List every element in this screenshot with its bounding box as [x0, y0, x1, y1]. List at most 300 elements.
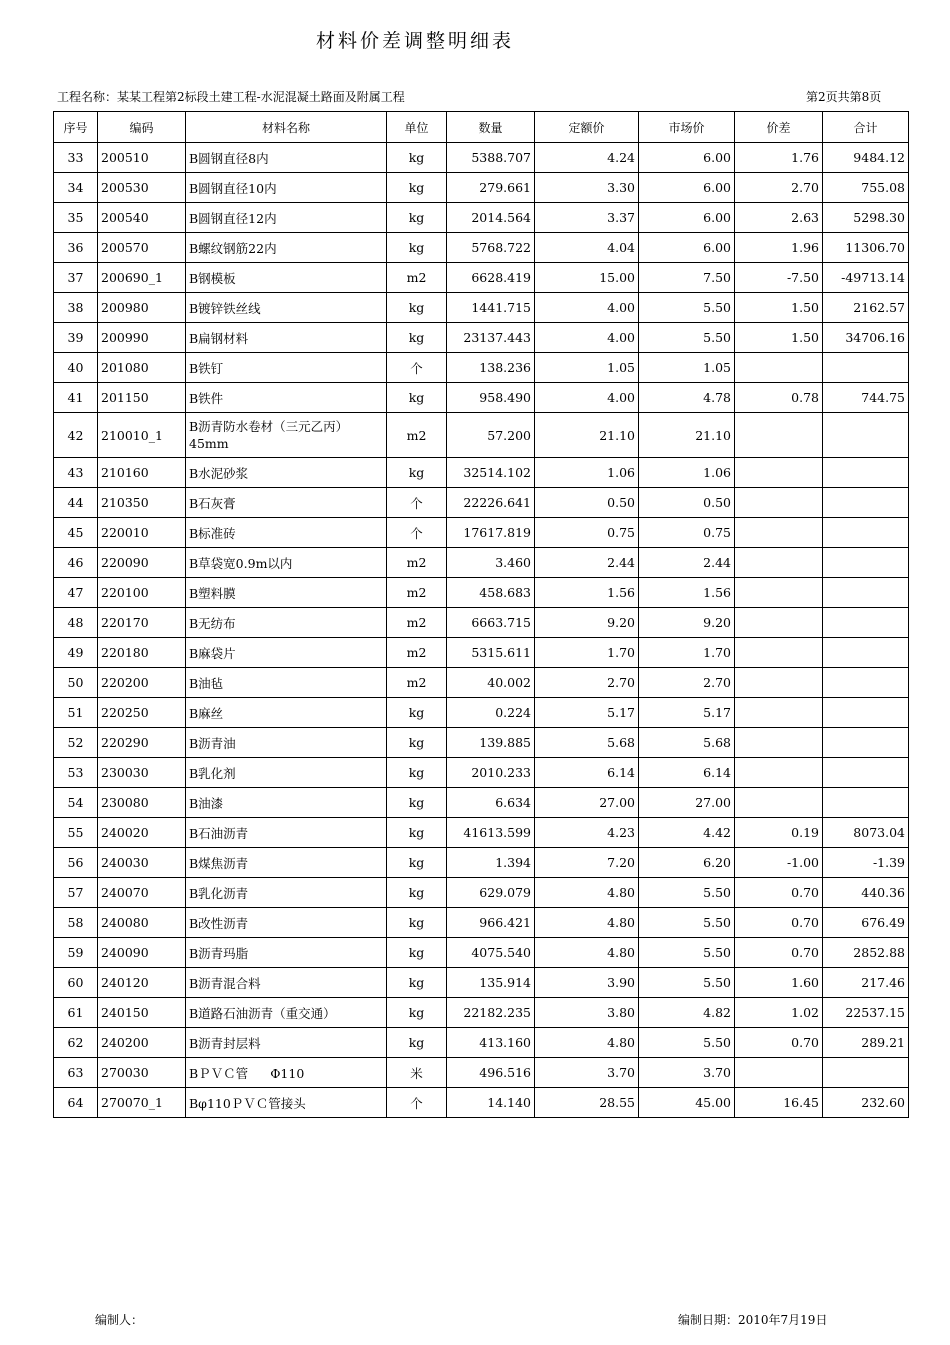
cell-unit: kg [387, 1028, 447, 1058]
cell-qty: 6.634 [447, 788, 535, 818]
cell-market-price: 4.82 [639, 998, 735, 1028]
cell-no: 48 [54, 608, 98, 638]
cell-qty: 14.140 [447, 1088, 535, 1118]
cell-total [823, 758, 909, 788]
cell-difference: 0.19 [735, 818, 823, 848]
cell-total [823, 1058, 909, 1088]
cell-total [823, 788, 909, 818]
cell-no: 35 [54, 203, 98, 233]
cell-qty: 32514.102 [447, 458, 535, 488]
cell-base-price: 4.23 [535, 818, 639, 848]
cell-qty: 6628.419 [447, 263, 535, 293]
cell-total [823, 458, 909, 488]
cell-qty: 966.421 [447, 908, 535, 938]
cell-code: 220250 [98, 698, 186, 728]
cell-total: -1.39 [823, 848, 909, 878]
cell-total [823, 728, 909, 758]
cell-unit: kg [387, 323, 447, 353]
cell-unit: kg [387, 173, 447, 203]
cell-code: 210160 [98, 458, 186, 488]
cell-code: 200570 [98, 233, 186, 263]
cell-name: B沥青混合料 [186, 968, 387, 998]
cell-difference: 2.70 [735, 173, 823, 203]
cell-market-price: 5.50 [639, 968, 735, 998]
cell-total [823, 608, 909, 638]
cell-total [823, 413, 909, 458]
cell-market-price: 6.14 [639, 758, 735, 788]
cell-unit: m2 [387, 578, 447, 608]
cell-code: 240020 [98, 818, 186, 848]
cell-no: 51 [54, 698, 98, 728]
cell-difference [735, 638, 823, 668]
cell-code: 240070 [98, 878, 186, 908]
header-unit: 单位 [387, 112, 447, 143]
cell-no: 55 [54, 818, 98, 848]
cell-code: 210350 [98, 488, 186, 518]
cell-name: B塑料膜 [186, 578, 387, 608]
table-row [54, 203, 909, 233]
cell-market-price: 5.50 [639, 878, 735, 908]
cell-difference: 1.02 [735, 998, 823, 1028]
cell-difference [735, 518, 823, 548]
cell-base-price: 4.80 [535, 908, 639, 938]
cell-difference [735, 488, 823, 518]
cell-base-price: 0.75 [535, 518, 639, 548]
cell-qty: 279.661 [447, 173, 535, 203]
cell-total [823, 548, 909, 578]
cell-name: B圆钢直径8内 [186, 143, 387, 173]
cell-unit: kg [387, 143, 447, 173]
cell-code: 240080 [98, 908, 186, 938]
cell-difference: 1.50 [735, 323, 823, 353]
table-row [54, 968, 909, 998]
cell-difference [735, 608, 823, 638]
cell-qty: 3.460 [447, 548, 535, 578]
header-code: 编码 [98, 112, 186, 143]
cell-difference: 1.60 [735, 968, 823, 998]
cell-qty: 1441.715 [447, 293, 535, 323]
cell-base-price: 21.10 [535, 413, 639, 458]
cell-base-price: 5.17 [535, 698, 639, 728]
cell-unit: kg [387, 698, 447, 728]
cell-qty: 458.683 [447, 578, 535, 608]
cell-code: 220180 [98, 638, 186, 668]
cell-code: 200690_1 [98, 263, 186, 293]
cell-name: B螺纹钢筋22内 [186, 233, 387, 263]
cell-no: 37 [54, 263, 98, 293]
cell-code: 240090 [98, 938, 186, 968]
cell-total: 440.36 [823, 878, 909, 908]
cell-base-price: 1.56 [535, 578, 639, 608]
cell-code: 220100 [98, 578, 186, 608]
cell-unit: 米 [387, 1058, 447, 1088]
cell-market-price: 5.50 [639, 1028, 735, 1058]
cell-base-price: 6.14 [535, 758, 639, 788]
cell-difference [735, 758, 823, 788]
cell-no: 42 [54, 413, 98, 458]
cell-name: B铁钉 [186, 353, 387, 383]
cell-code: 230030 [98, 758, 186, 788]
cell-market-price: 5.50 [639, 323, 735, 353]
table-header-row [54, 112, 909, 143]
cell-difference: -1.00 [735, 848, 823, 878]
cell-difference: 0.70 [735, 938, 823, 968]
cell-base-price: 9.20 [535, 608, 639, 638]
cell-unit: kg [387, 203, 447, 233]
header-qty: 数量 [447, 112, 535, 143]
cell-base-price: 4.80 [535, 878, 639, 908]
cell-name: Bφ110ＰＶＣ管接头 [186, 1088, 387, 1118]
cell-name: B改性沥青 [186, 908, 387, 938]
cell-total: 755.08 [823, 173, 909, 203]
cell-code: 240120 [98, 968, 186, 998]
cell-base-price: 4.04 [535, 233, 639, 263]
cell-code: 240030 [98, 848, 186, 878]
table-row [54, 488, 909, 518]
cell-unit: kg [387, 938, 447, 968]
cell-market-price: 3.70 [639, 1058, 735, 1088]
cell-unit: m2 [387, 608, 447, 638]
cell-market-price: 6.00 [639, 173, 735, 203]
cell-market-price: 5.68 [639, 728, 735, 758]
cell-qty: 2010.233 [447, 758, 535, 788]
cell-difference: 1.96 [735, 233, 823, 263]
prepared-date: 编制日期：2010年7月19日 [678, 1313, 828, 1327]
cell-qty: 22226.641 [447, 488, 535, 518]
cell-code: 220290 [98, 728, 186, 758]
cell-no: 61 [54, 998, 98, 1028]
table-row [54, 458, 909, 488]
cell-market-price: 2.44 [639, 548, 735, 578]
table-row [54, 1088, 909, 1118]
cell-qty: 496.516 [447, 1058, 535, 1088]
cell-no: 34 [54, 173, 98, 203]
cell-base-price: 3.90 [535, 968, 639, 998]
page-number: 第2页共第8页 [806, 90, 882, 104]
cell-qty: 413.160 [447, 1028, 535, 1058]
cell-base-price: 3.80 [535, 998, 639, 1028]
header-difference: 价差 [735, 112, 823, 143]
cell-base-price: 4.00 [535, 293, 639, 323]
cell-base-price: 3.70 [535, 1058, 639, 1088]
header-base-price: 定额价 [535, 112, 639, 143]
table-row [54, 233, 909, 263]
cell-difference [735, 353, 823, 383]
cell-qty: 6663.715 [447, 608, 535, 638]
cell-market-price: 6.00 [639, 143, 735, 173]
cell-total: 5298.30 [823, 203, 909, 233]
cell-name: B镀锌铁丝线 [186, 293, 387, 323]
cell-code: 240200 [98, 1028, 186, 1058]
cell-total [823, 518, 909, 548]
cell-qty: 138.236 [447, 353, 535, 383]
cell-no: 33 [54, 143, 98, 173]
cell-base-price: 3.37 [535, 203, 639, 233]
cell-unit: m2 [387, 548, 447, 578]
table-row [54, 878, 909, 908]
cell-unit: kg [387, 383, 447, 413]
cell-code: 200540 [98, 203, 186, 233]
cell-difference: 0.70 [735, 878, 823, 908]
cell-unit: 个 [387, 353, 447, 383]
cell-difference: 2.63 [735, 203, 823, 233]
cell-name: B圆钢直径10内 [186, 173, 387, 203]
cell-market-price: 0.50 [639, 488, 735, 518]
cell-unit: kg [387, 818, 447, 848]
cell-unit: kg [387, 458, 447, 488]
cell-no: 46 [54, 548, 98, 578]
cell-market-price: 1.05 [639, 353, 735, 383]
cell-unit: m2 [387, 413, 447, 458]
cell-qty: 1.394 [447, 848, 535, 878]
cell-unit: m2 [387, 668, 447, 698]
cell-base-price: 4.00 [535, 383, 639, 413]
cell-market-price: 0.75 [639, 518, 735, 548]
cell-difference [735, 668, 823, 698]
cell-market-price: 4.42 [639, 818, 735, 848]
cell-difference [735, 728, 823, 758]
cell-qty: 41613.599 [447, 818, 535, 848]
table-row [54, 263, 909, 293]
cell-no: 60 [54, 968, 98, 998]
cell-code: 200980 [98, 293, 186, 323]
material-spec-text: Φ110 [270, 1065, 305, 1081]
table-row [54, 728, 909, 758]
cell-market-price: 6.00 [639, 233, 735, 263]
cell-no: 59 [54, 938, 98, 968]
table-row [54, 548, 909, 578]
cell-market-price: 5.50 [639, 293, 735, 323]
cell-unit: kg [387, 788, 447, 818]
table-row [54, 938, 909, 968]
cell-no: 62 [54, 1028, 98, 1058]
cell-difference [735, 413, 823, 458]
cell-name: B沥青防水卷材（三元乙丙）45mm [186, 413, 387, 458]
cell-total: 22537.15 [823, 998, 909, 1028]
table-row [54, 998, 909, 1028]
cell-difference [735, 788, 823, 818]
cell-name: B沥青玛脂 [186, 938, 387, 968]
cell-qty: 5315.611 [447, 638, 535, 668]
cell-no: 64 [54, 1088, 98, 1118]
cell-no: 57 [54, 878, 98, 908]
cell-total: 676.49 [823, 908, 909, 938]
cell-total: 2852.88 [823, 938, 909, 968]
cell-code: 201150 [98, 383, 186, 413]
cell-name: B水泥砂浆 [186, 458, 387, 488]
cell-market-price: 21.10 [639, 413, 735, 458]
table-row [54, 143, 909, 173]
cell-unit: kg [387, 728, 447, 758]
cell-difference [735, 548, 823, 578]
table-row [54, 413, 909, 458]
cell-name: B麻袋片 [186, 638, 387, 668]
cell-base-price: 1.70 [535, 638, 639, 668]
cell-unit: 个 [387, 1088, 447, 1118]
cell-code: 270030 [98, 1058, 186, 1088]
cell-qty: 5768.722 [447, 233, 535, 263]
cell-difference: 1.50 [735, 293, 823, 323]
cell-no: 52 [54, 728, 98, 758]
cell-no: 44 [54, 488, 98, 518]
table-row [54, 788, 909, 818]
cell-difference: 0.70 [735, 1028, 823, 1058]
cell-qty: 17617.819 [447, 518, 535, 548]
cell-name: B乳化沥青 [186, 878, 387, 908]
cell-qty: 57.200 [447, 413, 535, 458]
cell-qty: 40.002 [447, 668, 535, 698]
cell-unit: kg [387, 848, 447, 878]
cell-qty: 0.224 [447, 698, 535, 728]
cell-code: 230080 [98, 788, 186, 818]
cell-total: 744.75 [823, 383, 909, 413]
cell-code: 220170 [98, 608, 186, 638]
cell-name: B石油沥青 [186, 818, 387, 848]
cell-qty: 139.885 [447, 728, 535, 758]
cell-base-price: 7.20 [535, 848, 639, 878]
cell-no: 41 [54, 383, 98, 413]
cell-unit: kg [387, 998, 447, 1028]
cell-code: 201080 [98, 353, 186, 383]
cell-qty: 5388.707 [447, 143, 535, 173]
cell-qty: 135.914 [447, 968, 535, 998]
cell-difference: 0.70 [735, 908, 823, 938]
cell-difference: -7.50 [735, 263, 823, 293]
cell-total [823, 638, 909, 668]
cell-difference: 0.78 [735, 383, 823, 413]
cell-qty: 629.079 [447, 878, 535, 908]
project-name: 工程名称：某某工程第2标段土建工程-水泥混凝土路面及附属工程 [57, 90, 405, 104]
cell-base-price: 1.05 [535, 353, 639, 383]
header-no: 序号 [54, 112, 98, 143]
cell-base-price: 27.00 [535, 788, 639, 818]
material-name-text: BＰＶＣ管 [189, 1065, 249, 1081]
cell-market-price: 7.50 [639, 263, 735, 293]
cell-qty: 2014.564 [447, 203, 535, 233]
table-row [54, 383, 909, 413]
table-row [54, 758, 909, 788]
cell-no: 53 [54, 758, 98, 788]
cell-base-price: 4.24 [535, 143, 639, 173]
cell-total [823, 488, 909, 518]
cell-base-price: 0.50 [535, 488, 639, 518]
cell-qty: 958.490 [447, 383, 535, 413]
cell-no: 63 [54, 1058, 98, 1088]
cell-total: -49713.14 [823, 263, 909, 293]
cell-unit: 个 [387, 518, 447, 548]
cell-market-price: 45.00 [639, 1088, 735, 1118]
cell-base-price: 28.55 [535, 1088, 639, 1118]
cell-name: B油漆 [186, 788, 387, 818]
cell-no: 56 [54, 848, 98, 878]
table-row [54, 608, 909, 638]
cell-no: 39 [54, 323, 98, 353]
material-price-table [53, 111, 909, 1118]
table-row [54, 668, 909, 698]
cell-code: 240150 [98, 998, 186, 1028]
cell-name: B麻丝 [186, 698, 387, 728]
table-row [54, 848, 909, 878]
cell-unit: kg [387, 293, 447, 323]
cell-market-price: 5.50 [639, 938, 735, 968]
cell-market-price: 1.56 [639, 578, 735, 608]
cell-total: 34706.16 [823, 323, 909, 353]
cell-name: B圆钢直径12内 [186, 203, 387, 233]
cell-no: 45 [54, 518, 98, 548]
cell-code: 220200 [98, 668, 186, 698]
cell-total [823, 698, 909, 728]
cell-code: 200530 [98, 173, 186, 203]
table-row [54, 323, 909, 353]
table-row [54, 578, 909, 608]
header-total: 合计 [823, 112, 909, 143]
cell-code: 210010_1 [98, 413, 186, 458]
cell-difference [735, 578, 823, 608]
cell-difference [735, 698, 823, 728]
table-row [54, 173, 909, 203]
cell-unit: kg [387, 878, 447, 908]
cell-unit: m2 [387, 263, 447, 293]
cell-base-price: 4.80 [535, 1028, 639, 1058]
cell-name: B石灰膏 [186, 488, 387, 518]
cell-market-price: 6.20 [639, 848, 735, 878]
cell-base-price: 15.00 [535, 263, 639, 293]
cell-unit: kg [387, 758, 447, 788]
cell-total: 11306.70 [823, 233, 909, 263]
cell-name: B钢模板 [186, 263, 387, 293]
cell-total: 217.46 [823, 968, 909, 998]
cell-name: B沥青封层料 [186, 1028, 387, 1058]
cell-unit: m2 [387, 638, 447, 668]
cell-qty: 22182.235 [447, 998, 535, 1028]
cell-difference [735, 1058, 823, 1088]
header-name: 材料名称 [186, 112, 387, 143]
table-row [54, 353, 909, 383]
cell-base-price: 2.70 [535, 668, 639, 698]
cell-name: B沥青油 [186, 728, 387, 758]
cell-name: B道路石油沥青（重交通） [186, 998, 387, 1028]
cell-total: 8073.04 [823, 818, 909, 848]
cell-total [823, 578, 909, 608]
cell-no: 36 [54, 233, 98, 263]
cell-name: B标准砖 [186, 518, 387, 548]
cell-total [823, 353, 909, 383]
cell-unit: kg [387, 908, 447, 938]
cell-base-price: 3.30 [535, 173, 639, 203]
cell-no: 50 [54, 668, 98, 698]
cell-name: B乳化剂 [186, 758, 387, 788]
cell-qty: 23137.443 [447, 323, 535, 353]
cell-code: 200990 [98, 323, 186, 353]
cell-code: 200510 [98, 143, 186, 173]
table-row [54, 698, 909, 728]
cell-base-price: 4.80 [535, 938, 639, 968]
cell-difference: 1.76 [735, 143, 823, 173]
table-row [54, 293, 909, 323]
cell-unit: kg [387, 233, 447, 263]
cell-code: 220010 [98, 518, 186, 548]
cell-market-price: 1.06 [639, 458, 735, 488]
cell-unit: 个 [387, 488, 447, 518]
cell-no: 49 [54, 638, 98, 668]
cell-difference [735, 458, 823, 488]
cell-unit: kg [387, 968, 447, 998]
cell-name: B铁件 [186, 383, 387, 413]
cell-name: B油毡 [186, 668, 387, 698]
cell-no: 58 [54, 908, 98, 938]
cell-name: B煤焦沥青 [186, 848, 387, 878]
table-row [54, 638, 909, 668]
